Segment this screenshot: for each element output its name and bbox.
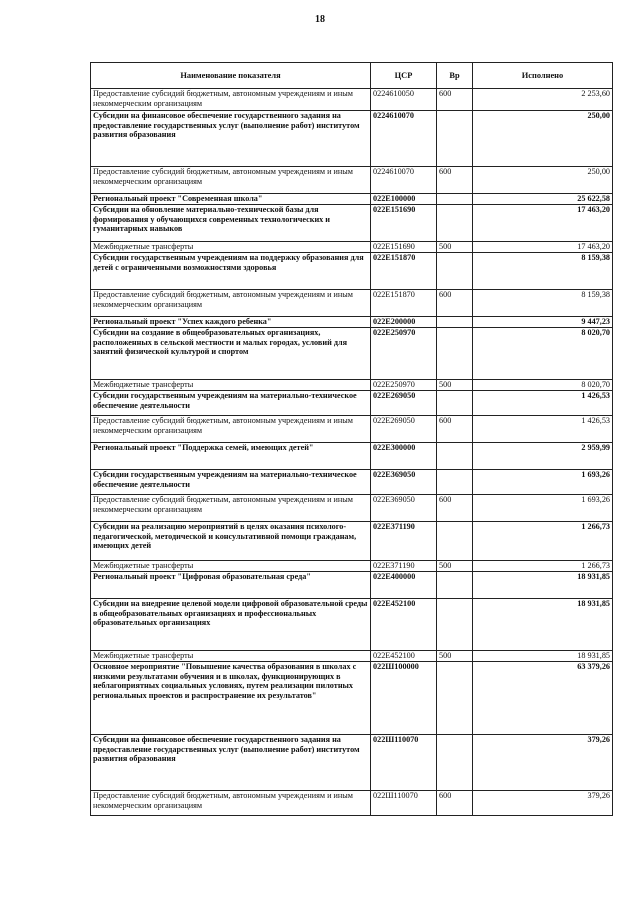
cell-csr: 022E250970 <box>371 328 437 380</box>
cell-value: 8 159,38 <box>473 253 613 290</box>
cell-name: Субсидии на реализацию мероприятий в целях оказания психолого-педагогической, методической и консультативной помощи гражданам, имеющих детей <box>91 522 371 561</box>
cell-name: Региональный проект "Поддержка семей, имеющих детей" <box>91 443 371 470</box>
cell-value: 8 159,38 <box>473 290 613 317</box>
table-row <box>91 791 613 816</box>
cell-name: Предоставление субсидий бюджетным, автономным учреждениям и иным некоммерческим организациям <box>91 416 371 443</box>
cell-name: Межбюджетные трансферты <box>91 561 371 572</box>
cell-csr: 022Ш100000 <box>371 662 437 735</box>
cell-csr: 022E151870 <box>371 290 437 317</box>
table-row <box>91 561 613 572</box>
cell-value: 17 463,20 <box>473 242 613 253</box>
cell-vr <box>437 111 473 167</box>
cell-value: 1 693,26 <box>473 495 613 522</box>
table-row <box>91 167 613 194</box>
cell-value: 1 266,73 <box>473 561 613 572</box>
table-row <box>91 328 613 380</box>
cell-csr: 022Ш110070 <box>371 735 437 791</box>
table-row <box>91 662 613 735</box>
cell-name: Субсидии на внедрение целевой модели цифровой образовательной среды в общеобразовательных организациях и профессиональных образовательных организациях <box>91 599 371 651</box>
table-row <box>91 317 613 328</box>
header-value: Исполнено <box>473 63 613 89</box>
cell-value: 250,00 <box>473 167 613 194</box>
cell-vr: 500 <box>437 651 473 662</box>
table-row <box>91 194 613 205</box>
cell-csr: 022E452100 <box>371 599 437 651</box>
table-row <box>91 380 613 391</box>
cell-name: Субсидии государственным учреждениям на поддержку образования для детей с ограниченными возможностями здоровья <box>91 253 371 290</box>
table-row <box>91 111 613 167</box>
cell-name: Межбюджетные трансферты <box>91 242 371 253</box>
cell-vr <box>437 522 473 561</box>
cell-name: Межбюджетные трансферты <box>91 380 371 391</box>
budget-execution-table <box>90 62 613 816</box>
cell-name: Субсидии на финансовое обеспечение государственного задания на предоставление государственных услуг (выполнение работ) институтом развития образования <box>91 735 371 791</box>
cell-name: Региональный проект "Успех каждого ребенка" <box>91 317 371 328</box>
cell-name: Субсидии на финансовое обеспечение государственного задания на предоставление государственных услуг (выполнение работ) институтом развития образования <box>91 111 371 167</box>
cell-csr: 022Ш110070 <box>371 791 437 816</box>
cell-value: 1 426,53 <box>473 391 613 416</box>
cell-csr: 0224610050 <box>371 89 437 111</box>
cell-name: Субсидии государственным учреждениям на материально-техническое обеспечение деятельности <box>91 391 371 416</box>
table-row <box>91 391 613 416</box>
cell-value: 8 020,70 <box>473 380 613 391</box>
header-vr: Вр <box>437 63 473 89</box>
cell-name: Субсидии на обновление материально-технической базы для формирования у обучающихся современных технологических и гуманитарных навыков <box>91 205 371 242</box>
table-row <box>91 470 613 495</box>
cell-value: 18 931,85 <box>473 572 613 599</box>
cell-csr: 022E269050 <box>371 416 437 443</box>
table-row <box>91 495 613 522</box>
cell-vr: 600 <box>437 416 473 443</box>
cell-vr <box>437 599 473 651</box>
table-row <box>91 205 613 242</box>
cell-csr: 022E369050 <box>371 470 437 495</box>
cell-vr <box>437 470 473 495</box>
cell-value: 8 020,70 <box>473 328 613 380</box>
table-row <box>91 253 613 290</box>
cell-vr: 500 <box>437 242 473 253</box>
cell-vr <box>437 205 473 242</box>
table-row <box>91 651 613 662</box>
cell-csr: 022E151870 <box>371 253 437 290</box>
cell-value: 18 931,85 <box>473 651 613 662</box>
cell-vr <box>437 572 473 599</box>
table-row <box>91 599 613 651</box>
cell-value: 250,00 <box>473 111 613 167</box>
cell-name: Предоставление субсидий бюджетным, автономным учреждениям и иным некоммерческим организациям <box>91 167 371 194</box>
table-row <box>91 290 613 317</box>
cell-value: 1 426,53 <box>473 416 613 443</box>
cell-vr: 500 <box>437 380 473 391</box>
cell-vr <box>437 194 473 205</box>
cell-csr: 022E269050 <box>371 391 437 416</box>
cell-vr <box>437 391 473 416</box>
cell-vr <box>437 253 473 290</box>
cell-value: 18 931,85 <box>473 599 613 651</box>
cell-csr: 022E250970 <box>371 380 437 391</box>
cell-vr: 600 <box>437 89 473 111</box>
cell-value: 2 959,99 <box>473 443 613 470</box>
cell-name: Субсидии на создание в общеобразовательных организациях, расположенных в сельской местности и малых городах, условий для занятий физической культурой и спортом <box>91 328 371 380</box>
cell-name: Межбюджетные трансферты <box>91 651 371 662</box>
cell-value: 17 463,20 <box>473 205 613 242</box>
cell-name: Предоставление субсидий бюджетным, автономным учреждениям и иным некоммерческим организациям <box>91 290 371 317</box>
cell-csr: 022E300000 <box>371 443 437 470</box>
cell-vr <box>437 735 473 791</box>
cell-csr: 022E371190 <box>371 522 437 561</box>
cell-vr: 600 <box>437 791 473 816</box>
cell-csr: 022E452100 <box>371 651 437 662</box>
table-row <box>91 735 613 791</box>
cell-value: 9 447,23 <box>473 317 613 328</box>
cell-csr: 022E151690 <box>371 205 437 242</box>
cell-name: Предоставление субсидий бюджетным, автономным учреждениям и иным некоммерческим организациям <box>91 791 371 816</box>
table-row <box>91 416 613 443</box>
table-header-row <box>91 63 613 89</box>
cell-name: Основное мероприятие "Повышение качества образования в школах с низкими результатами обучения и в школах, функционирующих в неблагоприятных социальных условиях, путем реализации пилотных региональных проектов и распространение их результатов" <box>91 662 371 735</box>
table-row <box>91 522 613 561</box>
cell-value: 63 379,26 <box>473 662 613 735</box>
cell-vr <box>437 662 473 735</box>
cell-csr: 0224610070 <box>371 167 437 194</box>
cell-csr: 022E151690 <box>371 242 437 253</box>
header-csr: ЦСР <box>371 63 437 89</box>
cell-name: Региональный проект "Современная школа" <box>91 194 371 205</box>
cell-csr: 022E400000 <box>371 572 437 599</box>
cell-csr: 022E369050 <box>371 495 437 522</box>
header-name: Наименование показателя <box>91 63 371 89</box>
table-row <box>91 443 613 470</box>
cell-csr: 022E100000 <box>371 194 437 205</box>
cell-vr: 600 <box>437 495 473 522</box>
cell-name: Предоставление субсидий бюджетным, автономным учреждениям и иным некоммерческим организациям <box>91 89 371 111</box>
cell-name: Региональный проект "Цифровая образовательная среда" <box>91 572 371 599</box>
cell-vr: 600 <box>437 290 473 317</box>
cell-vr: 600 <box>437 167 473 194</box>
cell-value: 2 253,60 <box>473 89 613 111</box>
cell-vr <box>437 328 473 380</box>
cell-vr: 500 <box>437 561 473 572</box>
cell-name: Субсидии государственным учреждениям на материально-техническое обеспечение деятельности <box>91 470 371 495</box>
cell-value: 1 693,26 <box>473 470 613 495</box>
table-row <box>91 572 613 599</box>
cell-csr: 022E371190 <box>371 561 437 572</box>
cell-csr: 022E200000 <box>371 317 437 328</box>
cell-value: 379,26 <box>473 791 613 816</box>
cell-value: 25 622,58 <box>473 194 613 205</box>
cell-value: 379,26 <box>473 735 613 791</box>
cell-csr: 0224610070 <box>371 111 437 167</box>
table-row <box>91 89 613 111</box>
cell-value: 1 266,73 <box>473 522 613 561</box>
cell-vr <box>437 317 473 328</box>
cell-vr <box>437 443 473 470</box>
cell-name: Предоставление субсидий бюджетным, автономным учреждениям и иным некоммерческим организациям <box>91 495 371 522</box>
page-number: 18 <box>315 14 325 25</box>
table-body <box>91 89 613 816</box>
table-row <box>91 242 613 253</box>
